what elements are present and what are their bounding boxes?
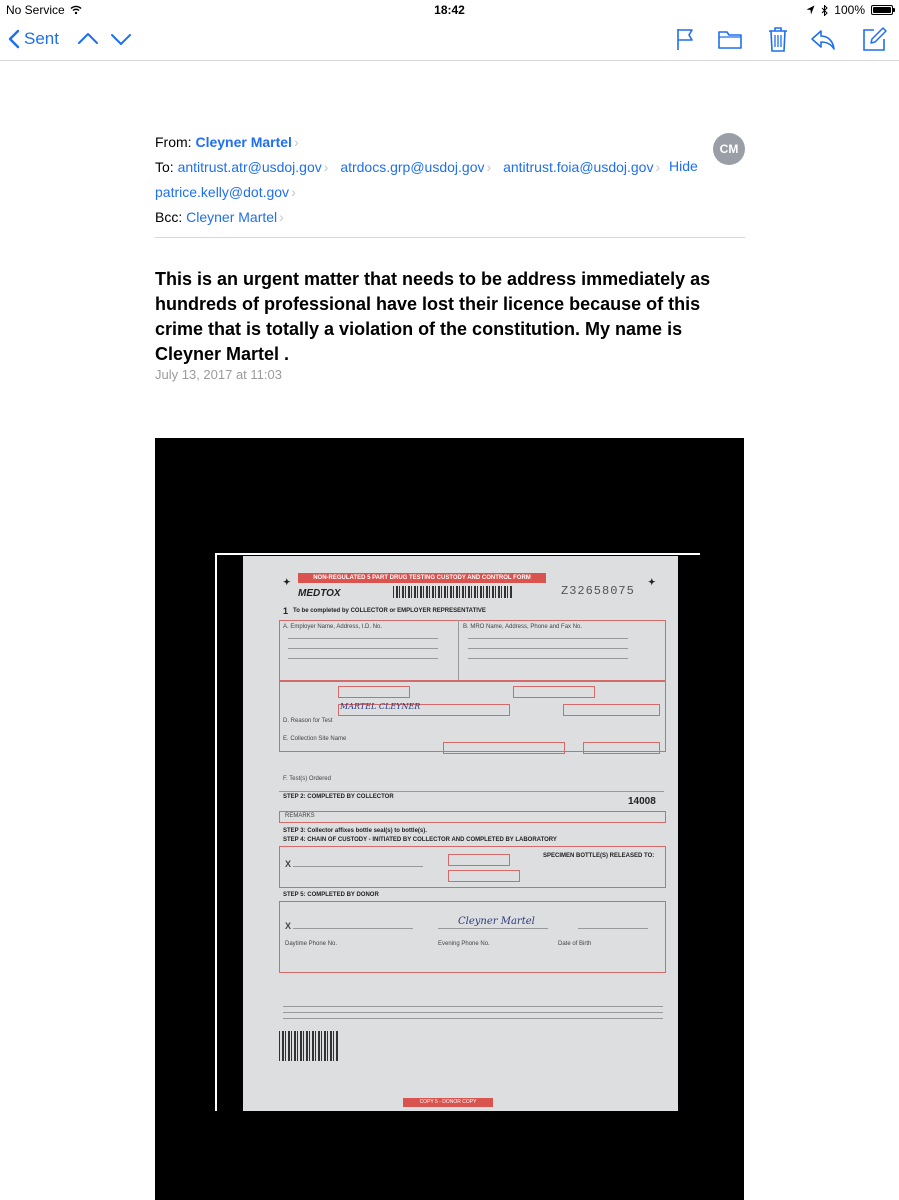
to-row-continued xyxy=(155,180,745,205)
rule xyxy=(288,658,438,659)
recipient-address[interactable]: atrdocs.grp@usdoj.gov xyxy=(340,159,485,175)
specimen-id: Z32658075 xyxy=(561,584,635,598)
clock: 18:42 xyxy=(434,3,465,17)
carrier-label: No Service xyxy=(6,3,65,17)
battery-icon xyxy=(871,5,893,15)
chevron-left-icon xyxy=(8,29,20,49)
previous-message-button[interactable] xyxy=(74,26,102,52)
form-banner: NON-REGULATED 5 PART DRUG TESTING CUSTODY AND CONTROL FORM xyxy=(298,573,546,583)
step1-heading: To be completed by COLLECTOR or EMPLOYER REPRESENTATIVE xyxy=(293,608,486,614)
form-text: Date of Birth xyxy=(558,941,592,947)
message-subject: This is an urgent matter that needs to be address immediately as hundreds of professional have lost their licence because of this crime that is totally a violation of the constitution. My name is Cleyner Martel . xyxy=(155,269,711,364)
recipient-address[interactable]: antitrust.foia@usdoj.gov xyxy=(503,159,654,175)
barcode xyxy=(279,1031,339,1061)
fax-boxes xyxy=(583,742,660,754)
sender-name[interactable]: Cleyner Martel xyxy=(195,134,292,150)
form-text: E. Collection Site Name xyxy=(283,736,347,742)
trash-icon xyxy=(764,25,792,53)
chevron-right-icon: › xyxy=(279,209,284,225)
reply-icon xyxy=(808,25,836,53)
donor-name-handwriting: MARTEL CLEYNER xyxy=(340,702,421,711)
star-mark: ✦ xyxy=(283,577,291,587)
message-date: July 13, 2017 at 11:03 xyxy=(155,367,282,382)
recipient-address[interactable]: patrice.kelly@dot.gov xyxy=(155,184,290,200)
flag-button[interactable] xyxy=(671,25,699,53)
star-mark: ✦ xyxy=(648,577,656,587)
drug-testing-form-photo xyxy=(243,556,678,1111)
bcc-recipient[interactable]: Cleyner Martel xyxy=(186,209,278,225)
rule xyxy=(283,1012,663,1013)
hide-details-link[interactable]: Hide xyxy=(669,158,698,174)
status-bar xyxy=(0,0,899,20)
collector-phone-boxes xyxy=(443,742,565,754)
chevron-right-icon: › xyxy=(323,159,329,175)
form-text: D. Reason for Test xyxy=(283,718,333,724)
move-to-folder-button[interactable] xyxy=(716,25,744,53)
donor-signature-handwriting: Cleyner Martel xyxy=(458,916,535,927)
time-boxes xyxy=(448,854,510,866)
chevron-down-icon xyxy=(107,26,135,52)
form-text: X xyxy=(285,921,292,931)
header-divider xyxy=(155,237,745,238)
status-right xyxy=(806,3,893,17)
specimen-released-heading: SPECIMEN BOTTLE(S) RELEASED TO: xyxy=(543,853,655,859)
account-boxes xyxy=(338,686,410,698)
from-label: From: xyxy=(155,134,192,150)
chevron-right-icon: › xyxy=(291,184,296,200)
to-label: To: xyxy=(155,159,174,175)
rule xyxy=(283,1006,663,1007)
location-icon xyxy=(806,5,815,15)
rule xyxy=(468,648,628,649)
chevron-up-icon xyxy=(74,26,102,52)
rule xyxy=(288,638,438,639)
bluetooth-icon xyxy=(821,5,828,16)
remarks-box xyxy=(279,811,666,823)
back-button[interactable] xyxy=(8,26,59,52)
compose-icon xyxy=(860,25,888,53)
barcode xyxy=(393,586,513,598)
form-text: Evening Phone No. xyxy=(438,941,490,947)
recipient-address[interactable]: antitrust.atr@usdoj.gov xyxy=(177,159,322,175)
message-header xyxy=(155,130,745,230)
bcc-label: Bcc: xyxy=(155,209,183,225)
from-row xyxy=(155,130,745,155)
donor-cert-box xyxy=(279,901,666,973)
reply-button[interactable] xyxy=(808,25,836,53)
rule xyxy=(578,928,648,929)
rule xyxy=(293,866,423,867)
step2-heading: STEP 2: COMPLETED BY COLLECTOR xyxy=(283,794,394,800)
rule xyxy=(288,648,438,649)
chevron-right-icon: › xyxy=(293,134,299,150)
form-text: X xyxy=(285,859,292,869)
sender-avatar[interactable]: CM xyxy=(713,133,745,165)
battery-fill xyxy=(873,7,891,13)
trash-button[interactable] xyxy=(764,25,792,53)
form-text: F. Test(s) Ordered xyxy=(283,776,331,782)
flag-icon xyxy=(671,25,699,53)
chevron-right-icon: › xyxy=(486,159,492,175)
form-text: REMARKS xyxy=(285,813,315,819)
rule xyxy=(468,658,628,659)
date-boxes xyxy=(448,870,520,882)
back-label: Sent xyxy=(24,29,59,48)
battery-percent: 100% xyxy=(834,3,865,17)
rule xyxy=(458,620,459,680)
step3-heading: STEP 3: Collector affixes bottle seal(s) to bottle(s). xyxy=(283,828,427,834)
form-text: A. Employer Name, Address, I.D. No. xyxy=(283,624,383,630)
compose-button[interactable] xyxy=(860,25,888,53)
chevron-right-icon: › xyxy=(655,159,661,175)
next-message-button[interactable] xyxy=(107,26,135,52)
folder-icon xyxy=(716,25,744,53)
donor-id-boxes xyxy=(513,686,595,698)
phone-boxes xyxy=(563,704,660,716)
form-text: Daytime Phone No. xyxy=(285,941,338,947)
step5-heading: STEP 5: COMPLETED BY DONOR xyxy=(283,892,379,898)
image-attachment[interactable] xyxy=(155,438,744,1200)
form-brand: MEDTOX xyxy=(298,588,341,599)
rule xyxy=(279,791,664,792)
to-row xyxy=(155,155,745,180)
step4-heading: STEP 4: CHAIN OF CUSTODY - INITIATED BY COLLECTOR AND COMPLETED BY LABORATORY xyxy=(283,837,557,843)
form-footer: COPY 5 - DONOR COPY xyxy=(403,1098,493,1107)
bcc-row xyxy=(155,205,745,230)
step-number: 1 xyxy=(283,606,289,616)
form-text: B. MRO Name, Address, Phone and Fax No. xyxy=(463,624,583,630)
rule xyxy=(438,928,548,929)
rule xyxy=(468,638,628,639)
rule xyxy=(283,1018,663,1019)
temperature-value: 14008 xyxy=(628,796,656,807)
rule xyxy=(293,928,413,929)
mail-toolbar xyxy=(0,20,899,61)
